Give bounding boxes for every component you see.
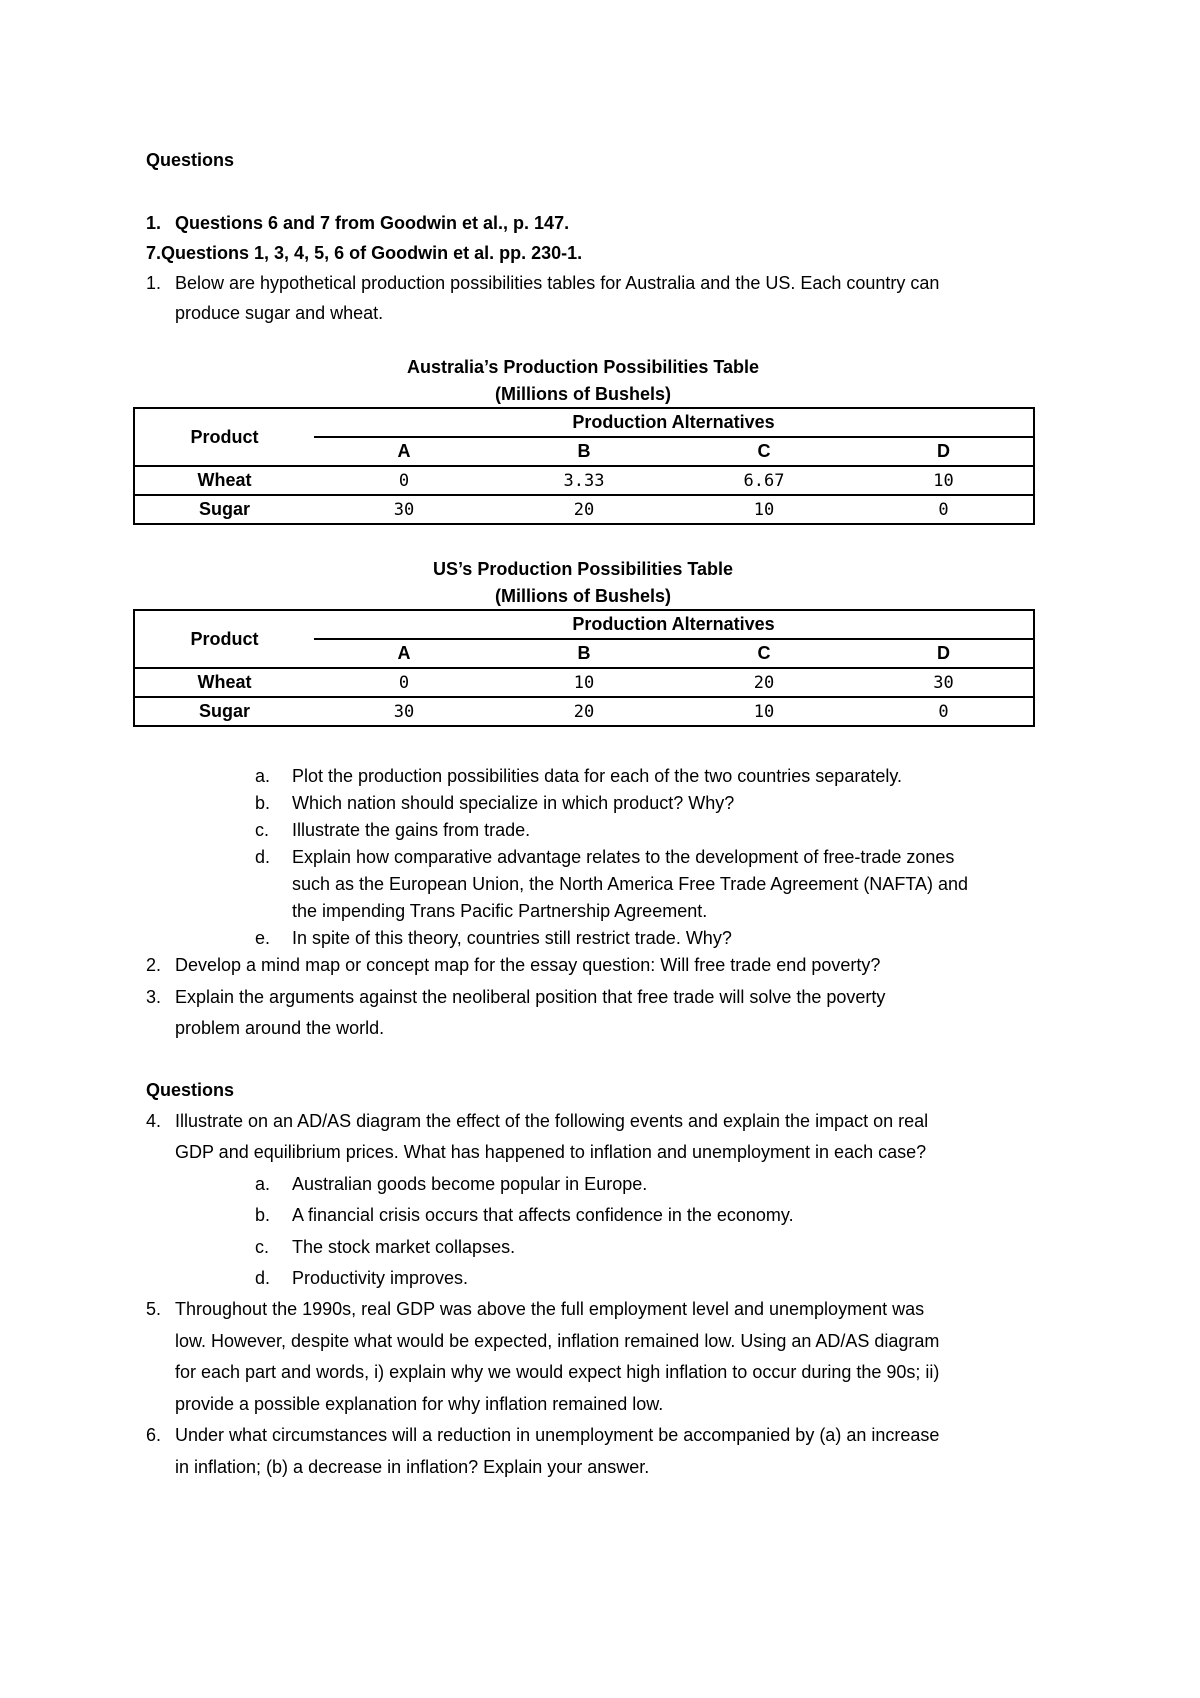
table-cell: 0 xyxy=(398,672,410,693)
product-header: Product xyxy=(190,426,259,447)
table-title: US’s Production Possibilities Table xyxy=(432,559,734,579)
subitem-text: Productivity improves. xyxy=(292,1268,469,1288)
australia-table xyxy=(133,407,1035,525)
subitem-letter: c. xyxy=(255,820,270,840)
table-cell: 10 xyxy=(753,701,775,722)
row-label: Wheat xyxy=(197,672,252,692)
row-label: Wheat xyxy=(197,470,252,490)
item-text: Throughout the 1990s, real GDP was above the full employment level and unemployment was xyxy=(175,1299,925,1319)
subitem-letter: e. xyxy=(255,928,271,948)
subitem-text: Australian goods become popular in Europe. xyxy=(292,1174,648,1194)
column-header: D xyxy=(854,639,1034,668)
group-header: Production Alternatives xyxy=(572,412,775,432)
item-text: Explain the arguments against the neoliberal position that free trade will solve the poverty xyxy=(175,987,886,1007)
table-cell: 30 xyxy=(393,701,415,722)
column-header: A xyxy=(314,437,494,466)
item-text: produce sugar and wheat. xyxy=(175,303,384,323)
row-label: Sugar xyxy=(198,499,250,519)
table-row xyxy=(134,668,1034,697)
item-text: Questions 6 and 7 from Goodwin et al., p. 147. xyxy=(175,213,570,233)
item-number: 6. xyxy=(146,1425,162,1445)
table-row xyxy=(134,466,1034,495)
subitem-text: Plot the production possibilities data for each of the two countries separately. xyxy=(292,766,903,786)
item-text: problem around the world. xyxy=(175,1018,385,1038)
item-number: 1. xyxy=(146,273,162,293)
subitem-text: Explain how comparative advantage relates to the development of free-trade zones xyxy=(292,847,955,867)
subitem-letter: b. xyxy=(255,1205,271,1225)
table-cell: 20 xyxy=(573,499,595,520)
item-text: for each part and words, i) explain why we would expect high inflation to occur during the 90s; ii) xyxy=(175,1362,940,1382)
subitem-text: A financial crisis occurs that affects confidence in the economy. xyxy=(292,1205,794,1225)
item-text: Develop a mind map or concept map for the essay question: Will free trade end poverty? xyxy=(175,955,881,975)
table-cell: 10 xyxy=(933,470,954,491)
subitem-letter: d. xyxy=(255,1268,271,1288)
table-cell: 20 xyxy=(573,701,595,722)
item-number: 2. xyxy=(146,955,162,975)
subitem-letter: c. xyxy=(255,1237,270,1257)
subitem-text: such as the European Union, the North America Free Trade Agreement (NAFTA) and xyxy=(292,874,969,894)
table-subtitle: (Millions of Bushels) xyxy=(494,586,671,606)
subitem-text: The stock market collapses. xyxy=(292,1237,516,1257)
item-number: 1. xyxy=(146,213,162,233)
table-cell: 30 xyxy=(933,672,954,693)
item-number: 3. xyxy=(146,987,162,1007)
us-table xyxy=(133,609,1035,727)
table-cell: 3.33 xyxy=(563,470,605,491)
heading-questions: Questions xyxy=(146,150,235,170)
row-label: Sugar xyxy=(198,701,250,721)
subitem-letter: d. xyxy=(255,847,271,867)
item-text: Under what circumstances will a reduction in unemployment be accompanied by (a) an increase xyxy=(175,1425,940,1445)
table-cell: 0 xyxy=(938,499,949,520)
table-cell: 30 xyxy=(393,499,415,520)
table-row xyxy=(134,495,1034,524)
column-header: D xyxy=(854,437,1034,466)
heading-questions: Questions xyxy=(146,1080,235,1100)
item-number: 5. xyxy=(146,1299,162,1319)
column-header: C xyxy=(674,639,854,668)
table-row xyxy=(134,697,1034,726)
subitem-text: Illustrate the gains from trade. xyxy=(292,820,531,840)
item-text: provide a possible explanation for why inflation remained low. xyxy=(175,1394,664,1414)
item-number: 4. xyxy=(146,1111,162,1131)
product-header: Product xyxy=(190,628,259,649)
table-cell: 0 xyxy=(398,470,410,491)
group-header: Production Alternatives xyxy=(572,614,775,634)
item-text: in inflation; (b) a decrease in inflation? Explain your answer. xyxy=(175,1457,650,1477)
item-text: 7.Questions 1, 3, 4, 5, 6 of Goodwin et al. pp. 230-1. xyxy=(146,243,583,263)
subitem-letter: b. xyxy=(255,793,271,813)
column-header: B xyxy=(494,437,674,466)
table-cell: 10 xyxy=(753,499,775,520)
table-title: Australia’s Production Possibilities Table xyxy=(406,357,760,377)
item-text: GDP and equilibrium prices. What has happened to inflation and unemployment in each case? xyxy=(175,1142,927,1162)
subitem-text: the impending Trans Pacific Partnership Agreement. xyxy=(292,901,708,921)
subitem-text: In spite of this theory, countries still restrict trade. Why? xyxy=(292,928,732,948)
column-header: C xyxy=(674,437,854,466)
table-cell: 0 xyxy=(938,701,949,722)
subitem-text: Which nation should specialize in which product? Why? xyxy=(292,793,735,813)
column-header: A xyxy=(314,639,494,668)
item-text: low. However, despite what would be expected, inflation remained low. Using an AD/AS diagram xyxy=(175,1331,940,1351)
subitem-letter: a. xyxy=(255,766,271,786)
subitem-letter: a. xyxy=(255,1174,271,1194)
table-subtitle: (Millions of Bushels) xyxy=(494,384,671,404)
item-text: Illustrate on an AD/AS diagram the effect of the following events and explain the impact on real xyxy=(175,1111,929,1131)
table-cell: 6.67 xyxy=(743,470,785,491)
column-header: B xyxy=(494,639,674,668)
table-cell: 10 xyxy=(573,672,595,693)
item-text: Below are hypothetical production possibilities tables for Australia and the US. Each country can xyxy=(175,273,940,293)
table-cell: 20 xyxy=(753,672,775,693)
